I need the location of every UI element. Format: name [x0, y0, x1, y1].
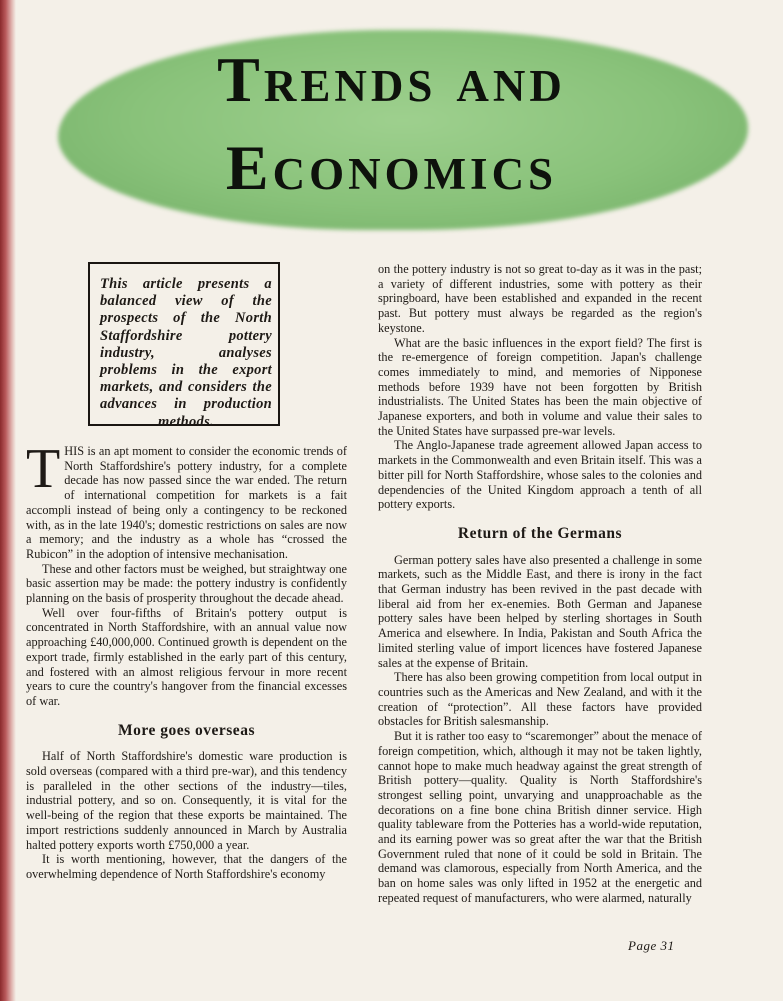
page-number: Page 31	[628, 938, 675, 953]
opening-paragraph	[26, 438, 347, 562]
intro-summary-box: This article presents a balanced view of the prospects of the North Staffordshire pottery industry, analyses problems in the export markets, and considers the advances in production methods.	[88, 262, 280, 426]
paragraph: It is worth mentioning, however, that the dangers of the overwhelming dependence of North Staffordshire's economy	[26, 852, 347, 881]
paragraph: But it is rather too easy to “scaremonger” about the menace of foreign competition, which, although it may not be taken lightly, cannot hope to make much headway against the great strength of British pottery—quality. Quality is North Staffordshire's strongest selling point, unvarying and unapproachable as the decorations on a fine bone china British dinner service. High quality tableware from the Potteries has a world-wide reputation, and its earning power was so great after the war that the British Government ruled that none of it could be sold in Britain. The demand was clamorous, especially from North America, and the ban on home sales was only lifted in 1952 at the energetic and repeated request of manufacturers, who were alarmed, naturally	[378, 729, 702, 905]
page-title-line-1: Trends and	[217, 44, 566, 115]
right-column	[378, 262, 702, 906]
paragraph: These and other factors must be weighed, but straightway one basic assertion may be made: the pottery industry is confidently planning on the basis of prosperity throughout the decade ahead.	[26, 561, 347, 606]
opening-paragraph-text: HIS is an apt moment to consider the economic trends of North Staffordshire's pottery industry, for a complete decade has now passed since the war ended. The return of international competition for markets is a fait accompli instead of being only a contingency to be reckoned with, as in the late 1940's; domestic restrictions on sales are now a memory; and the industry as a whole has “crossed the Rubicon” in the adoption of intensive mechanisation.	[26, 444, 347, 561]
paragraph: Half of North Staffordshire's domestic ware production is sold overseas (compared with a third pre-war), and this tendency is paralleled in the other sections of the industry—tiles, industrial pottery, and so on. Consequently, it is vital for the well-being of the region that these exports be maintained. The import restrictions suddenly announced in March by Australia halted pottery exports worth £750,000 a year.	[26, 749, 347, 852]
drop-cap: T	[26, 438, 61, 500]
paragraph: German pottery sales have also presented a challenge in some markets, such as the Middle East, and there is irony in the fact that German industry has been revived in the past decade with liberal aid from her ex-enemies. Both German and Japanese pottery sales have been helped by sterling shortages in South America and elsewhere. In India, Pakistan and South Africa the limited sterling value of import licences have fostered Japanese sales at the expense of Britain.	[378, 552, 702, 670]
paragraph: There has also been growing competition from local output in countries such as the Americas and New Zealand, and with it the creation of “protection”. All these factors have provided obstacles for British salesmanship.	[378, 670, 702, 729]
paragraph: What are the basic influences in the export field? The first is the re-emergence of foreign competition. Japan's challenge comes immediately to mind, and memories of Nipponese methods before 1939 have not been forgotten by British industrialists. The United States has been the main objective of Japanese exporters, and both in volume and value their sales to the United States have surpassed pre-war levels.	[378, 335, 702, 438]
page-title-line-2: Economics	[225, 132, 558, 203]
section-heading-more-goes-overseas: More goes overseas	[118, 721, 255, 739]
continued-paragraph: on the pottery industry is not so great to-day as it was in the past; a variety of different industries, some with pottery as their springboard, have been established and expanded in the recent past. But pottery must always be regarded as the region's keystone.	[378, 262, 702, 335]
paragraph: Well over four-fifths of Britain's pottery output is concentrated in North Staffordshire, with an annual value now approaching £40,000,000. Continued growth is dependent on the export trade, firmly established in the early part of this century, and fostered with an almost religious fervour in more recent years to cure the country's hangover from the financial excesses of war.	[26, 605, 347, 708]
left-column	[26, 438, 347, 882]
paragraph: The Anglo-Japanese trade agreement allowed Japan access to markets in the Commonwealth and even Britain itself. This was a bitter pill for North Staffordshire, whose sales to the colonies and dependencies of the United Kingdom approach a tenth of all pottery exports.	[378, 438, 702, 512]
section-heading-return-of-the-germans: Return of the Germans	[457, 524, 623, 542]
